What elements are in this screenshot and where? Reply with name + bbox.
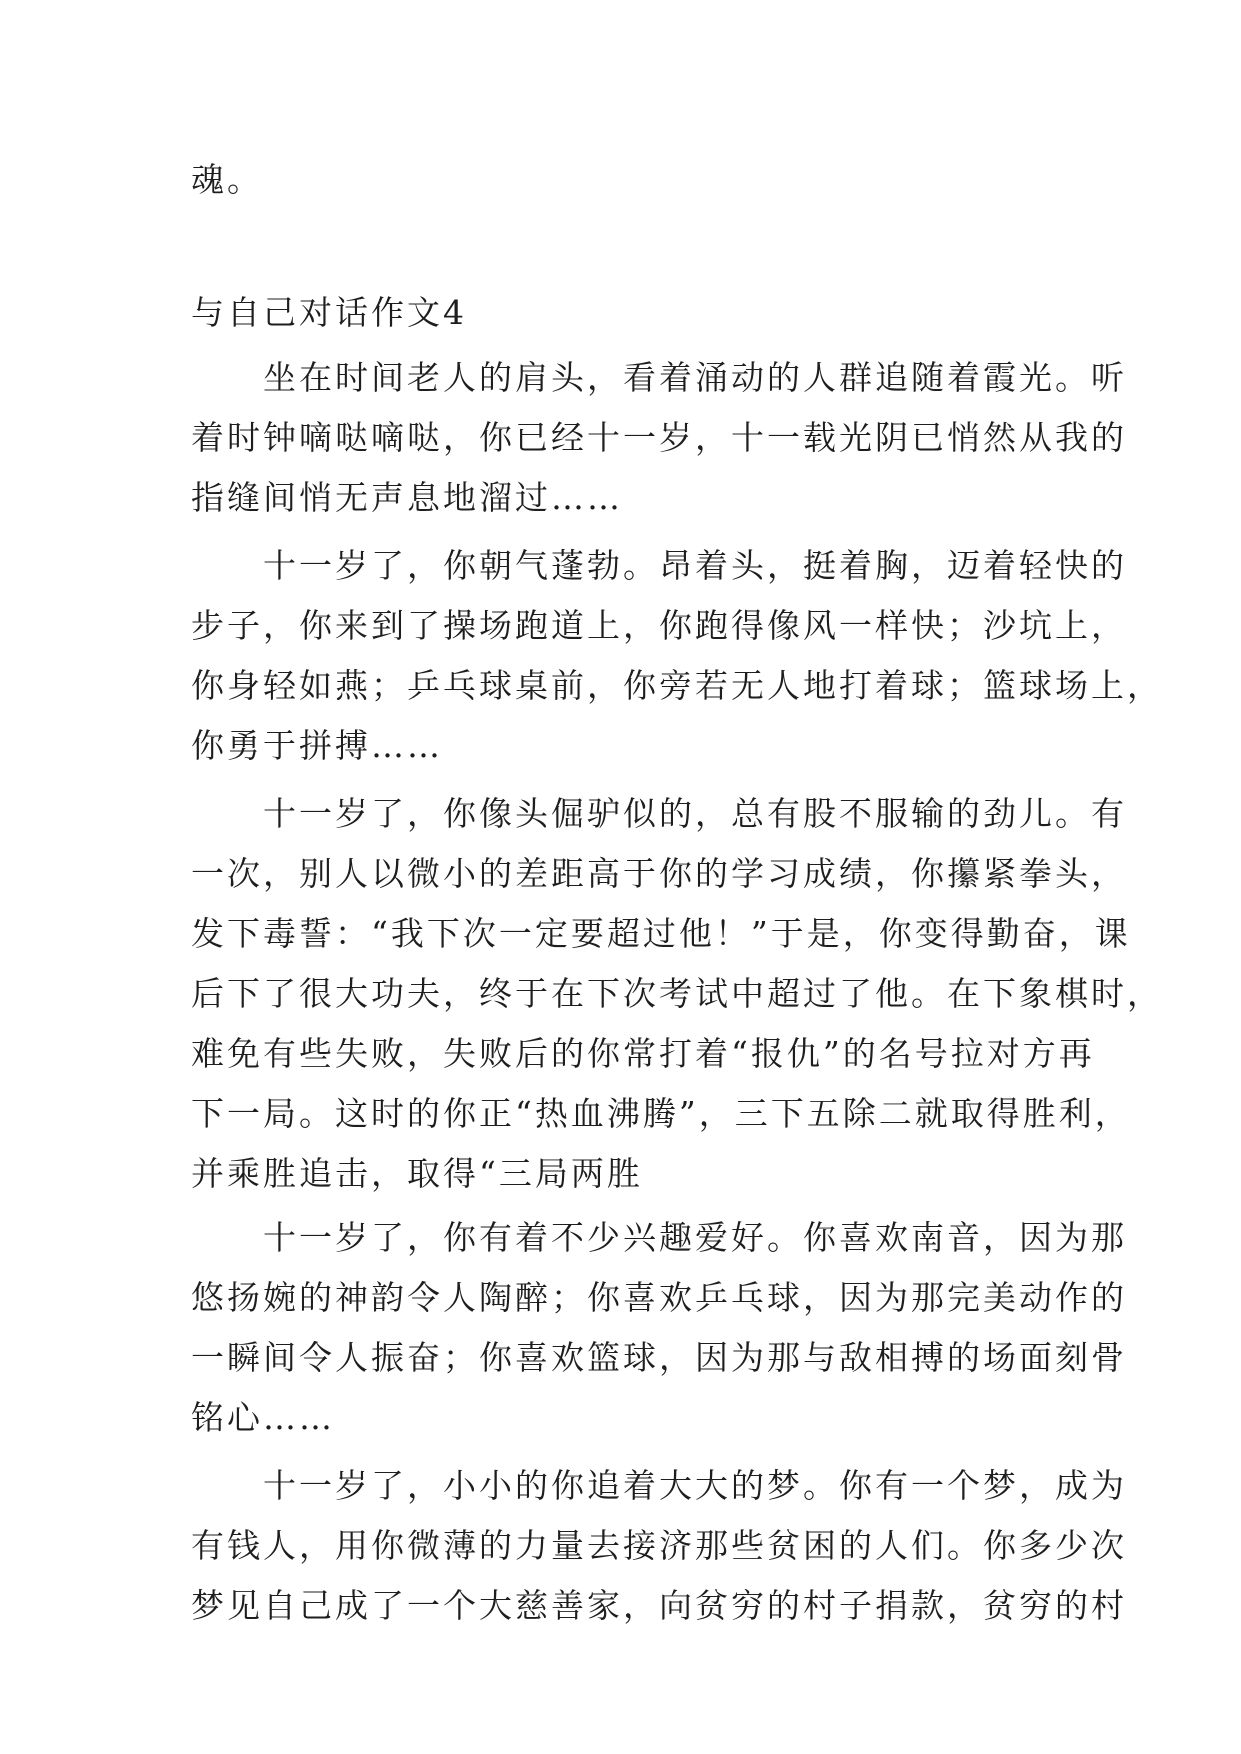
paragraph-line: 一瞬间令人振奋；你喜欢篮球，因为那与敌相搏的场面刻骨 [191, 1338, 1127, 1377]
paragraph-line: 着时钟嘀哒嘀哒，你已经十一岁，十一载光阴已悄然从我的 [191, 418, 1127, 457]
paragraph-line: 十一岁了，你像头倔驴似的，总有股不服输的劲儿。有 [191, 794, 1127, 833]
paragraph-line: 后下了很大功夫，终于在下次考试中超过了他。在下象棋时， [191, 974, 1163, 1013]
paragraph-line: 你身轻如燕；乒乓球桌前，你旁若无人地打着球；篮球场上， [191, 666, 1163, 705]
paragraph-line: 发下毒誓：“我下次一定要超过他！”于是，你变得勤奋，课 [191, 914, 1131, 953]
paragraph-3 [191, 784, 1163, 1204]
paragraph-line: 坐在时间老人的肩头，看着涌动的人群追随着霞光。听 [191, 358, 1127, 397]
paragraph-5 [191, 1456, 1127, 1636]
paragraph-line: 一次，别人以微小的差距高于你的学习成绩，你攥紧拳头， [191, 854, 1127, 893]
paragraph-2 [191, 536, 1163, 776]
paragraph-line: 指缝间悄无声息地溜过…… [191, 478, 623, 517]
paragraph-line: 并乘胜追击，取得“三局两胜 [191, 1154, 643, 1193]
paragraph-1 [191, 348, 1127, 528]
paragraph-line: 步子，你来到了操场跑道上，你跑得像风一样快；沙坑上， [191, 606, 1127, 645]
document-body [191, 150, 1163, 1636]
paragraph-line: 十一岁了，小小的你追着大大的梦。你有一个梦，成为 [191, 1466, 1127, 1505]
paragraph-line: 铭心…… [191, 1398, 335, 1437]
paragraph-line: 悠扬婉的神韵令人陶醉；你喜欢乒乓球，因为那完美动作的 [191, 1278, 1127, 1317]
paragraph-line: 十一岁了，你朝气蓬勃。昂着头，挺着胸，迈着轻快的 [191, 546, 1127, 585]
paragraph-line: 难免有些失败，失败后的你常打着“报仇”的名号拉对方再 [191, 1034, 1095, 1073]
paragraph-line: 十一岁了，你有着不少兴趣爱好。你喜欢南音，因为那 [191, 1218, 1127, 1257]
paragraph-line: 梦见自己成了一个大慈善家，向贫穷的村子捐款，贫穷的村 [191, 1586, 1127, 1625]
paragraph-line: 下一局。这时的你正“热血沸腾”，三下五除二就取得胜利， [191, 1094, 1131, 1133]
paragraph-4 [191, 1208, 1127, 1448]
paragraph-line: 你勇于拼搏…… [191, 726, 443, 765]
paragraph-fragment: 魂。 [191, 160, 263, 199]
essay-title: 与自己对话作文4 [191, 293, 467, 332]
paragraph-line: 有钱人，用你微薄的力量去接济那些贫困的人们。你多少次 [191, 1526, 1127, 1565]
